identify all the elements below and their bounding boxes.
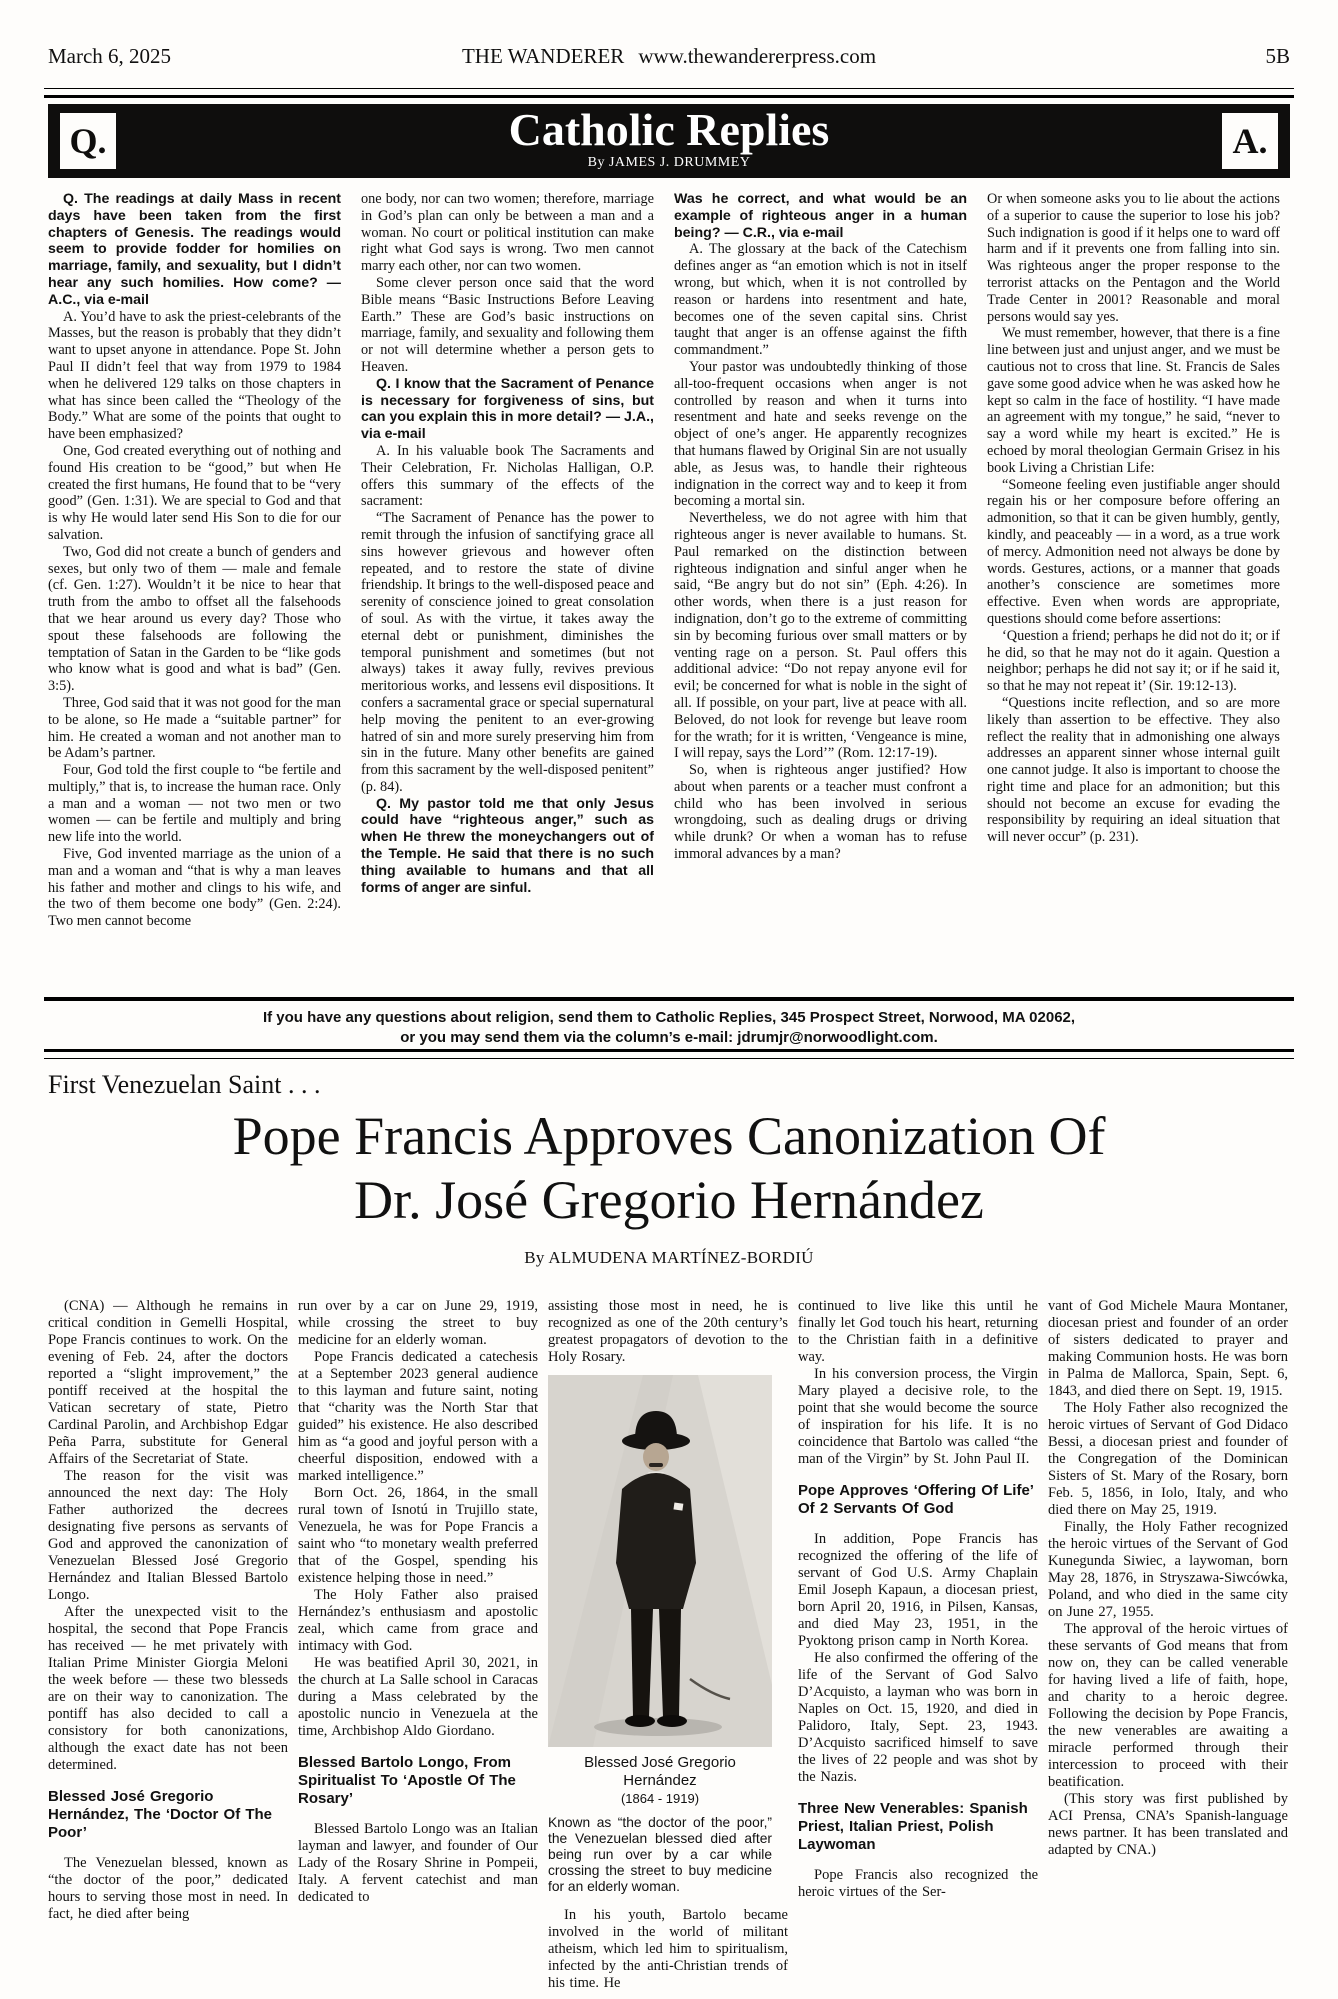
q-label-box: [60, 113, 116, 169]
article-paragraph: Pope Francis dedicated a catechesis at a September 2023 general audience to this layman and future saint, noting that “charity was the North Star that guided” his existence. He also described him as “a good and joyful person with a cheerful disposition, endowed with a marked intelligence.”: [298, 1349, 538, 1484]
question-paragraph: Was he correct, and what would be an example of righteous anger in a human being? — C.R., via e-mail: [674, 191, 967, 241]
article-paragraph: vant of God Michele Maura Montaner, diocesan priest and founder of an order of sisters dedicated to prayer and making Communion hosts. He was born in Palma de Mallorca, Spain, Sept. 6, 1843, and died there on Sept. 19, 1915.: [1048, 1298, 1288, 1399]
catholic-replies-banner: [48, 104, 1290, 178]
contact-note-line1: If you have any questions about religion, send them to Catholic Replies, 345 Prospect Street, Norwood, MA 02062,: [262, 1009, 1076, 1026]
article-paragraph: Born Oct. 26, 1864, in the small rural town of Isnotú in Trujillo state, Venezuela, he was for Pope Francis a saint who “to monetary wealth preferred that of the Gospel, spending his existence helping those in need.”: [298, 1485, 538, 1586]
masthead-line: [48, 44, 1290, 69]
photo-jose-gregorio-hernandez: [548, 1375, 772, 1895]
page-number: 5B: [1265, 44, 1290, 68]
note-rule-bottom: [44, 1049, 1294, 1059]
article-headline: [48, 1104, 1290, 1232]
replies-column-3: [674, 191, 967, 993]
answer-paragraph: Three, God said that it was not good for the man to be alone, so He made a “suitable partner” for him. He created a woman and not another man to be Adam’s partner.: [48, 694, 341, 762]
article-paragraph: (This story was first published by ACI Prensa, CNA’s Spanish-language news partner. It has been translated and adapted by CNA.): [1048, 1791, 1288, 1858]
subhead-three-new-venerables: Three New Venerables: Spanish Priest, Italian Priest, Polish Laywoman: [798, 1800, 1028, 1853]
answer-paragraph: We must remember, however, that there is a fine line between just and unjust anger, and we must be cautious not to cross that line. St. Francis de Sales gave some good advice when he was asked how he kept so calm in the face of hostility. “I have made an agreement with my tongue,” he said, “never to say a word while my heart is excited.” He is echoed by moral theologian Germain Grisez in his book Living a Christian Life:: [987, 325, 1280, 476]
subhead-bartolo-longo: Blessed Bartolo Longo, From Spiritualist To ‘Apostle Of The Rosary’: [298, 1754, 516, 1807]
contact-note: [44, 1008, 1294, 1048]
answer-paragraph: Your pastor was undoubtedly thinking of those all-too-frequent occasions when anger is not controlled by reason and when it turns into resentment and hate and seeks revenge on the object of one’s anger. He apparently recognizes that humans flawed by Original Sin are not usually able, as Jesus was, to handle their righteous indignation in the correct way and to keep it from becoming a mortal sin.: [674, 358, 967, 510]
masthead: THE WANDERER: [461, 44, 625, 68]
answer-paragraph: Nevertheless, we do not agree with him that righteous anger is never available to humans. St. Paul remarked on the distinction between righteous indignation and sinful anger when he said, “Be angry but do not sin” (Eph. 4:26). In other words, when there is a just reason for indignation, don’t go to the extreme of committing sin by becoming furious over small matters or by venting rage on a person. St. Paul offers this additional advice: “Do not repay anyone evil for evil; be concerned for what is noble in the sight of all. If possible, on your part, live at peace with all. Beloved, do not look for revenge but leave room for the wrath; for it is written, ‘Vengeance is mine, I will repay, says the Lord’” (Rom. 12:17-19).: [674, 510, 967, 762]
q-label: Q.: [69, 121, 107, 161]
article-paragraph: Finally, the Holy Father recognized the heroic virtues of the Servant of God Kunegunda Siwiec, a laywoman, born May 28, 1876, in Stryszawa-Siwcówka, Poland, and who died in the same city on June 27, 1955.: [1048, 1519, 1288, 1620]
column-byline: By JAMES J. DRUMMEY: [587, 155, 751, 170]
replies-column-1: [48, 191, 341, 993]
website-url: www.thewandererpress.com: [638, 44, 877, 68]
article-paragraph: Pope Francis also recognized the heroic virtues of the Ser-: [798, 1867, 1038, 1900]
replies-column-4: [987, 191, 1280, 993]
article-paragraph: (CNA) — Although he remains in critical condition in Gemelli Hospital, Pope Francis continues to work. On the evening of Feb. 24, after the doctors reported a “slight improvement,” the pontiff received at the hospital the Vatican secretary of state, Pietro Cardinal Parolin, and Archbishop Edgar Peña Parra, substitute for General Affairs of the Secretariat of State.: [48, 1298, 288, 1467]
article-paragraph: assisting those most in need, he is recognized as one of the 20th century’s greatest propagators of devotion to the Holy Rosary.: [548, 1298, 788, 1365]
article-paragraph: continued to live like this until he finally let God touch his heart, returning to the Christian faith in a definitive way.: [798, 1298, 1038, 1365]
article-paragraph: The Venezuelan blessed, known as “the doctor of the poor,” dedicated hours to serving those most in need. In fact, he died after being: [48, 1855, 288, 1922]
a-label-box: [1222, 113, 1278, 169]
photo-caption-text: Known as “the doctor of the poor,” the Venezuelan blessed died after being run over by a car while crossing the street to buy medicine for an elderly woman.: [548, 1815, 772, 1894]
article-paragraph: In addition, Pope Francis has recognized the offering of the life of servant of God U.S. Army Chaplain Emil Joseph Kapaun, a diocesan priest, born April 20, 1916, in Pilsen, Kansas, and died May 23, 1951, in the Pyoktong prison camp in North Korea.: [798, 1531, 1038, 1649]
article-column-4: [798, 1298, 1038, 1994]
article-paragraph: He was beatified April 30, 2021, in the church at La Salle school in Caracas during a Mass celebrated by the apostolic nuncio in Venezuela at the time, Archbishop Aldo Giordano.: [298, 1655, 538, 1739]
photo-caption-years: (1864 - 1919): [620, 1791, 700, 1806]
replies-section: [48, 191, 1286, 993]
answer-paragraph: A. In his valuable book The Sacraments and Their Celebration, Fr. Nicholas Halligan, O.P. offers this summary of the effects of the sacrament:: [361, 442, 654, 510]
article-column-1: [48, 1298, 288, 1994]
article-paragraph: The Holy Father also praised Hernández’s enthusiasm and apostolic zeal, which came from grace and intimacy with God.: [298, 1587, 538, 1654]
answer-paragraph: one body, nor can two women; therefore, marriage in God’s plan can only be between a man and a woman. No court or political institution can make right what God says is wrong. Two men cannot marry each other, nor can two women.: [361, 191, 654, 275]
article-paragraph: The Holy Father also recognized the heroic virtues of Servant of God Didaco Bessi, a diocesan priest and founder of the Congregation of the Dominican Sisters of St. Mary of the Rosary, born Feb. 5, 1856, in Iolo, Italy, and who died there on May 25, 1919.: [1048, 1400, 1288, 1518]
article-column-3: [548, 1298, 788, 1994]
answer-paragraph: Five, God invented marriage as the union of a man and a woman and “that is why a man leaves his father and mother and clings to his wife, and the two of them become one body” (Gen. 2:24). Two men cannot become: [48, 846, 341, 930]
subhead-doctor-of-the-poor: Blessed José Gregorio Hernández, The ‘Doctor Of The Poor’: [48, 1788, 273, 1841]
article-column-5: [1048, 1298, 1288, 1994]
answer-paragraph: Four, God told the first couple to “be fertile and multiply,” that is, to increase the human race. Only a man and a woman — not two men or two women — can be fertile and multiply and bring new life into the world.: [48, 762, 341, 846]
answer-paragraph: “The Sacrament of Penance has the power to remit through the infusion of sanctifying grace all sins however grievous and however often repeated, and to restore the state of divine friendship. It brings to the well-disposed peace and serenity of conscience joined to great consolation of soul. As with the virtue, it takes away the eternal debt or punishment, diminishes the temporal punishment and sometimes (but not always) takes it away fully, revives previous meritorious works, and lessens evil dispositions. It confers a sacramental grace or special supernatural help moving the penitent to an ever-growing hatred of sin and more surely preserving him from sin in the future. Many other benefits are gained from this sacrament by the well-disposed penitent” (p. 84).: [361, 510, 654, 795]
page-header: [48, 44, 1290, 69]
answer-paragraph: So, when is righteous anger justified? How about when parents or a teacher must confront a child who has been involved in serious wrongdoing, such as dealing drugs or driving while drunk? Or when a woman has to refuse immoral advances by a man?: [674, 762, 967, 863]
article-paragraph: After the unexpected visit to the hospital, the second that Pope Francis has received — he met privately with Italian Prime Minister Giorgia Meloni the week before — these two blesseds are on their way to canonization. The pontiff has also decided to call a consistory for both canonizations, although the exact date has not been determined.: [48, 1604, 288, 1773]
headline-line1: Pope Francis Approves Canonization Of: [232, 1106, 1106, 1166]
photo-caption-title: Blessed José Gregorio Hernández: [584, 1754, 736, 1789]
article-byline: By ALMUDENA MARTÍNEZ-BORDIÚ: [524, 1248, 814, 1267]
answer-paragraph: Some clever person once said that the word Bible means “Basic Instructions Before Leaving Earth.” These are God’s basic instructions on marriage, family, and sexuality and following them or not will determine whether a person gets to Heaven.: [361, 274, 654, 375]
issue-date: March 6, 2025: [48, 44, 172, 68]
kicker: First Venezuelan Saint . . .: [48, 1070, 321, 1099]
article-column-2: [298, 1298, 538, 1994]
answer-paragraph: A. The glossary at the back of the Catechism defines anger as “an emotion which is not in itself wrong, but which, when it is not controlled by reason or hardens into resentment and hate, becomes one of the seven capital sins. Christ taught that anger is an offense against the fifth commandment.”: [674, 241, 967, 359]
article-paragraph: In his youth, Bartolo became involved in the world of militant atheism, which led him to spiritualism, infected by the anti-Christian trends of his time. He: [548, 1907, 788, 1991]
question-paragraph: Q. My pastor told me that only Jesus could have “righteous anger,” such as when He threw the moneychangers out of the Temple. He said that there is no such thing available to humans and that all forms of anger are sinful.: [361, 795, 654, 896]
question-paragraph: Q. The readings at daily Mass in recent days have been taken from the first chapters of Genesis. The readings would seem to provide fodder for homilies on marriage, family, and sexuality, but I didn’t hear any such homilies. How come? — A.C., via e-mail: [48, 191, 341, 308]
article-paragraph: In his conversion process, the Virgin Mary played a decisive role, to the point that she would become the source of inspiration for his life. It is no coincidence that Bartolo was called “the man of the Virgin” by St. John Paul II.: [798, 1366, 1038, 1467]
answer-paragraph: “Someone feeling even justifiable anger should regain his or her composure before offering an admonition, so that it can be given humbly, gently, kindly, and peaceably — in a word, as a true work of mercy. Admonition need not always be done by words. Gestures, actions, or a manner that goads another’s conscience are sometimes more effective. Even when words are appropriate, questions should come before assertions:: [987, 476, 1280, 627]
portrait-photo-illustration: [548, 1375, 772, 1747]
answer-paragraph: One, God created everything out of nothing and found His creation to be “good,” but when He created the first humans, He found that to be “very good” (Gen. 1:31). We are special to God and that is why He would later send His Son to die for our salvation.: [48, 442, 341, 543]
headline-line2: Dr. José Gregorio Hernández: [354, 1170, 984, 1230]
contact-note-line2: or you may send them via the column’s e-mail: jdrumjr@norwoodlight.com.: [400, 1029, 938, 1046]
question-paragraph: Q. I know that the Sacrament of Penance is necessary for forgiveness of sins, but can you explain this in more detail? — J.A., via e-mail: [361, 375, 654, 443]
article-paragraph: He also confirmed the offering of the life of the Servant of God Salvo D’Acquisto, a layman who was born in Naples on Oct. 15, 1920, and died in Palidoro, Italy, Sept. 23, 1943. D’Acquisto sacrificed himself to save the lives of 22 people and was shot by the Nazis.: [798, 1650, 1038, 1785]
article-paragraph: Blessed Bartolo Longo was an Italian layman and lawyer, and founder of Our Lady of the Rosary Shrine in Pompeii, Italy. A fervent catechist and man dedicated to: [298, 1821, 538, 1905]
article-paragraph: The approval of the heroic virtues of these servants of God means that from now on, they can be called venerable for having lived a life of faith, hope, and charity to a heroic degree. Following the decision by Pope Francis, the new venerables are awaiting a miracle performed through their intercession to proceed with their beatification.: [1048, 1621, 1288, 1790]
answer-paragraph: ‘Question a friend; perhaps he did not do it; or if he did, so that he may not do it again. Question a neighbor; perhaps he did not say it; or if he said it, so that he may not repeat it’ (Sir. 19:12-13).: [987, 627, 1280, 695]
answer-paragraph: Two, God did not create a bunch of genders and sexes, but only two of them — male and female (cf. Gen. 1:27). Wouldn’t it be nice to hear that truth from the ambo to offset all the falsehoods that we hear around us every day? Those who spout these falsehoods are following the temptation of Satan in the Garden to be “like gods who know what is good and what is bad” (Gen. 3:5).: [48, 543, 341, 695]
answer-paragraph: Or when someone asks you to lie about the actions of a superior to cause the superior to lose his job? Such indignation is good if it helps one to ward off harm and if it prevents one from falling into sin. Was righteous anger the proper response to the terrorist attacks on the Pentagon and the World Trade Center in 2001? Reasonable and moral persons would say yes.: [987, 191, 1280, 325]
article-paragraph: run over by a car on June 29, 1919, while crossing the street to buy medicine for an elderly woman.: [298, 1298, 538, 1348]
column-title: Catholic Replies: [508, 104, 830, 155]
subhead-offering-of-life: Pope Approves ‘Offering Of Life’ Of 2 Servants Of God: [798, 1482, 1034, 1517]
article-body: [48, 1298, 1288, 1994]
replies-column-2: [361, 191, 654, 993]
header-rule: [44, 88, 1294, 98]
note-rule-top: [44, 997, 1294, 1001]
answer-paragraph: A. You’d have to ask the priest-celebrants of the Masses, but the reason is probably that they didn’t want to upset anyone in attendance. Pope St. John Paul II didn’t feel that way from 1979 to 1984 when he delivered 129 talks on those chapters in what has since been called the “Theology of the Body.” What are some of the points that ought to have been emphasized?: [48, 308, 341, 443]
answer-paragraph: “Questions incite reflection, and so are more likely than assertion to be effective. They also reflect the reality that in admonishing one always addresses an apparent sinner whose internal guilt one cannot judge. It also is important to choose the right time and place for an admonition; but this should not become an excuse for evading the responsibility by requiring an ideal situation that will never occur” (p. 231).: [987, 694, 1280, 846]
a-label: A.: [1232, 121, 1268, 161]
article-paragraph: The reason for the visit was announced the next day: The Holy Father authorized the decrees designating five persons as servants of God and approved the canonization of Venezuelan Blessed José Gregorio Hernández and Italian Blessed Bartolo Longo.: [48, 1468, 288, 1603]
